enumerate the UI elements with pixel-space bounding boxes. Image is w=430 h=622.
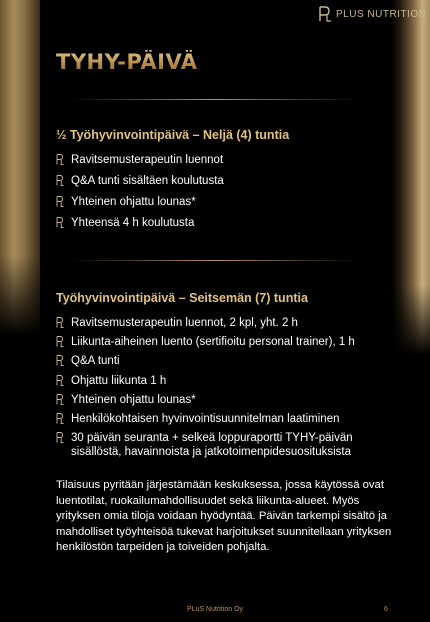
list-item-text: Yhteinen ohjattu lounas* <box>71 196 196 208</box>
description-paragraph: Tilaisuus pyritään järjestämään keskuksessa, jossa käytössä ovat luentotilat, ruokailumahdollisuudet sekä liikunta-alueet. Myös yrityksen omia tiloja voidaan hyödyntää. Päivän tarkempi sisältö ja mahdolliset työyhteisöä tukevat harjoitukset suunnitellaan yrityksen henkilöstön tarpeiden ja toiveiden pohjalta. <box>56 479 392 553</box>
divider-middle <box>70 260 360 261</box>
list-item <box>56 195 224 209</box>
brand-bullet-icon <box>56 175 64 186</box>
footer-page-number: 6 <box>384 606 388 613</box>
list-item-text: Henkilökohtaisen hyvinvointisuunnitelman laatiminen <box>71 412 340 425</box>
footer-company: PLuS Nutrition Oy <box>186 606 244 613</box>
section1-list <box>56 153 224 237</box>
list-item-text: Q&A tunti sisältäen koulutusta <box>71 175 224 187</box>
brand-bullet-icon <box>56 154 64 165</box>
list-item-text: Yhteensä 4 h koulutusta <box>71 217 195 229</box>
list-item-text: Liikunta-aiheinen luento (sertifioitu personal trainer), 1 h <box>71 336 355 349</box>
brand-bullet-icon <box>56 196 64 207</box>
divider-top <box>70 99 360 100</box>
brand-bullet-icon <box>56 375 64 386</box>
list-item-text: Ohjattu liikunta 1 h <box>71 374 167 387</box>
list-item <box>56 393 386 407</box>
brand-logo <box>318 5 426 23</box>
list-item <box>56 335 386 349</box>
list-item-text: Ravitsemusterapeutin luennot <box>71 154 224 166</box>
list-item <box>56 316 386 330</box>
brand-bullet-icon <box>56 413 64 424</box>
gold-decoration-right <box>392 0 430 355</box>
brand-bullet-icon <box>56 217 64 228</box>
section2-heading: Työhyvinvointipäivä – Seitsemän (7) tuntia <box>56 291 308 305</box>
section2-list <box>56 316 386 464</box>
list-item-text: Ravitsemusterapeutin luennot, 2 kpl, yht. 2 h <box>71 317 298 329</box>
list-item-text: Q&A tunti <box>71 355 120 368</box>
list-item <box>56 374 386 388</box>
brand-bullet-icon <box>56 317 64 328</box>
list-item <box>56 153 224 167</box>
list-item <box>56 431 386 459</box>
brand-bullet-icon <box>56 336 64 347</box>
list-item <box>56 412 386 426</box>
logo-text: PLUS NUTRITION <box>336 8 427 20</box>
list-item-text: Yhteinen ohjattu lounas* <box>71 393 196 406</box>
section1-heading: ½ Työhyvinvointipäivä – Neljä (4) tuntia <box>56 128 290 142</box>
list-item-text: 30 päivän seuranta + selkeä loppuraportti TYHY-päivän sisällöstä, havainnoista ja jatkotoimenpidesuosituksista <box>71 432 353 459</box>
gold-decoration-left <box>0 0 40 335</box>
brand-bullet-icon <box>56 355 64 366</box>
list-item <box>56 174 224 188</box>
brand-bullet-icon <box>56 432 64 443</box>
logo-mark-icon <box>318 6 332 22</box>
list-item <box>56 354 386 368</box>
list-item <box>56 216 224 230</box>
brand-bullet-icon <box>56 394 64 405</box>
page-title: TYHY-PÄIVÄ <box>56 50 198 74</box>
